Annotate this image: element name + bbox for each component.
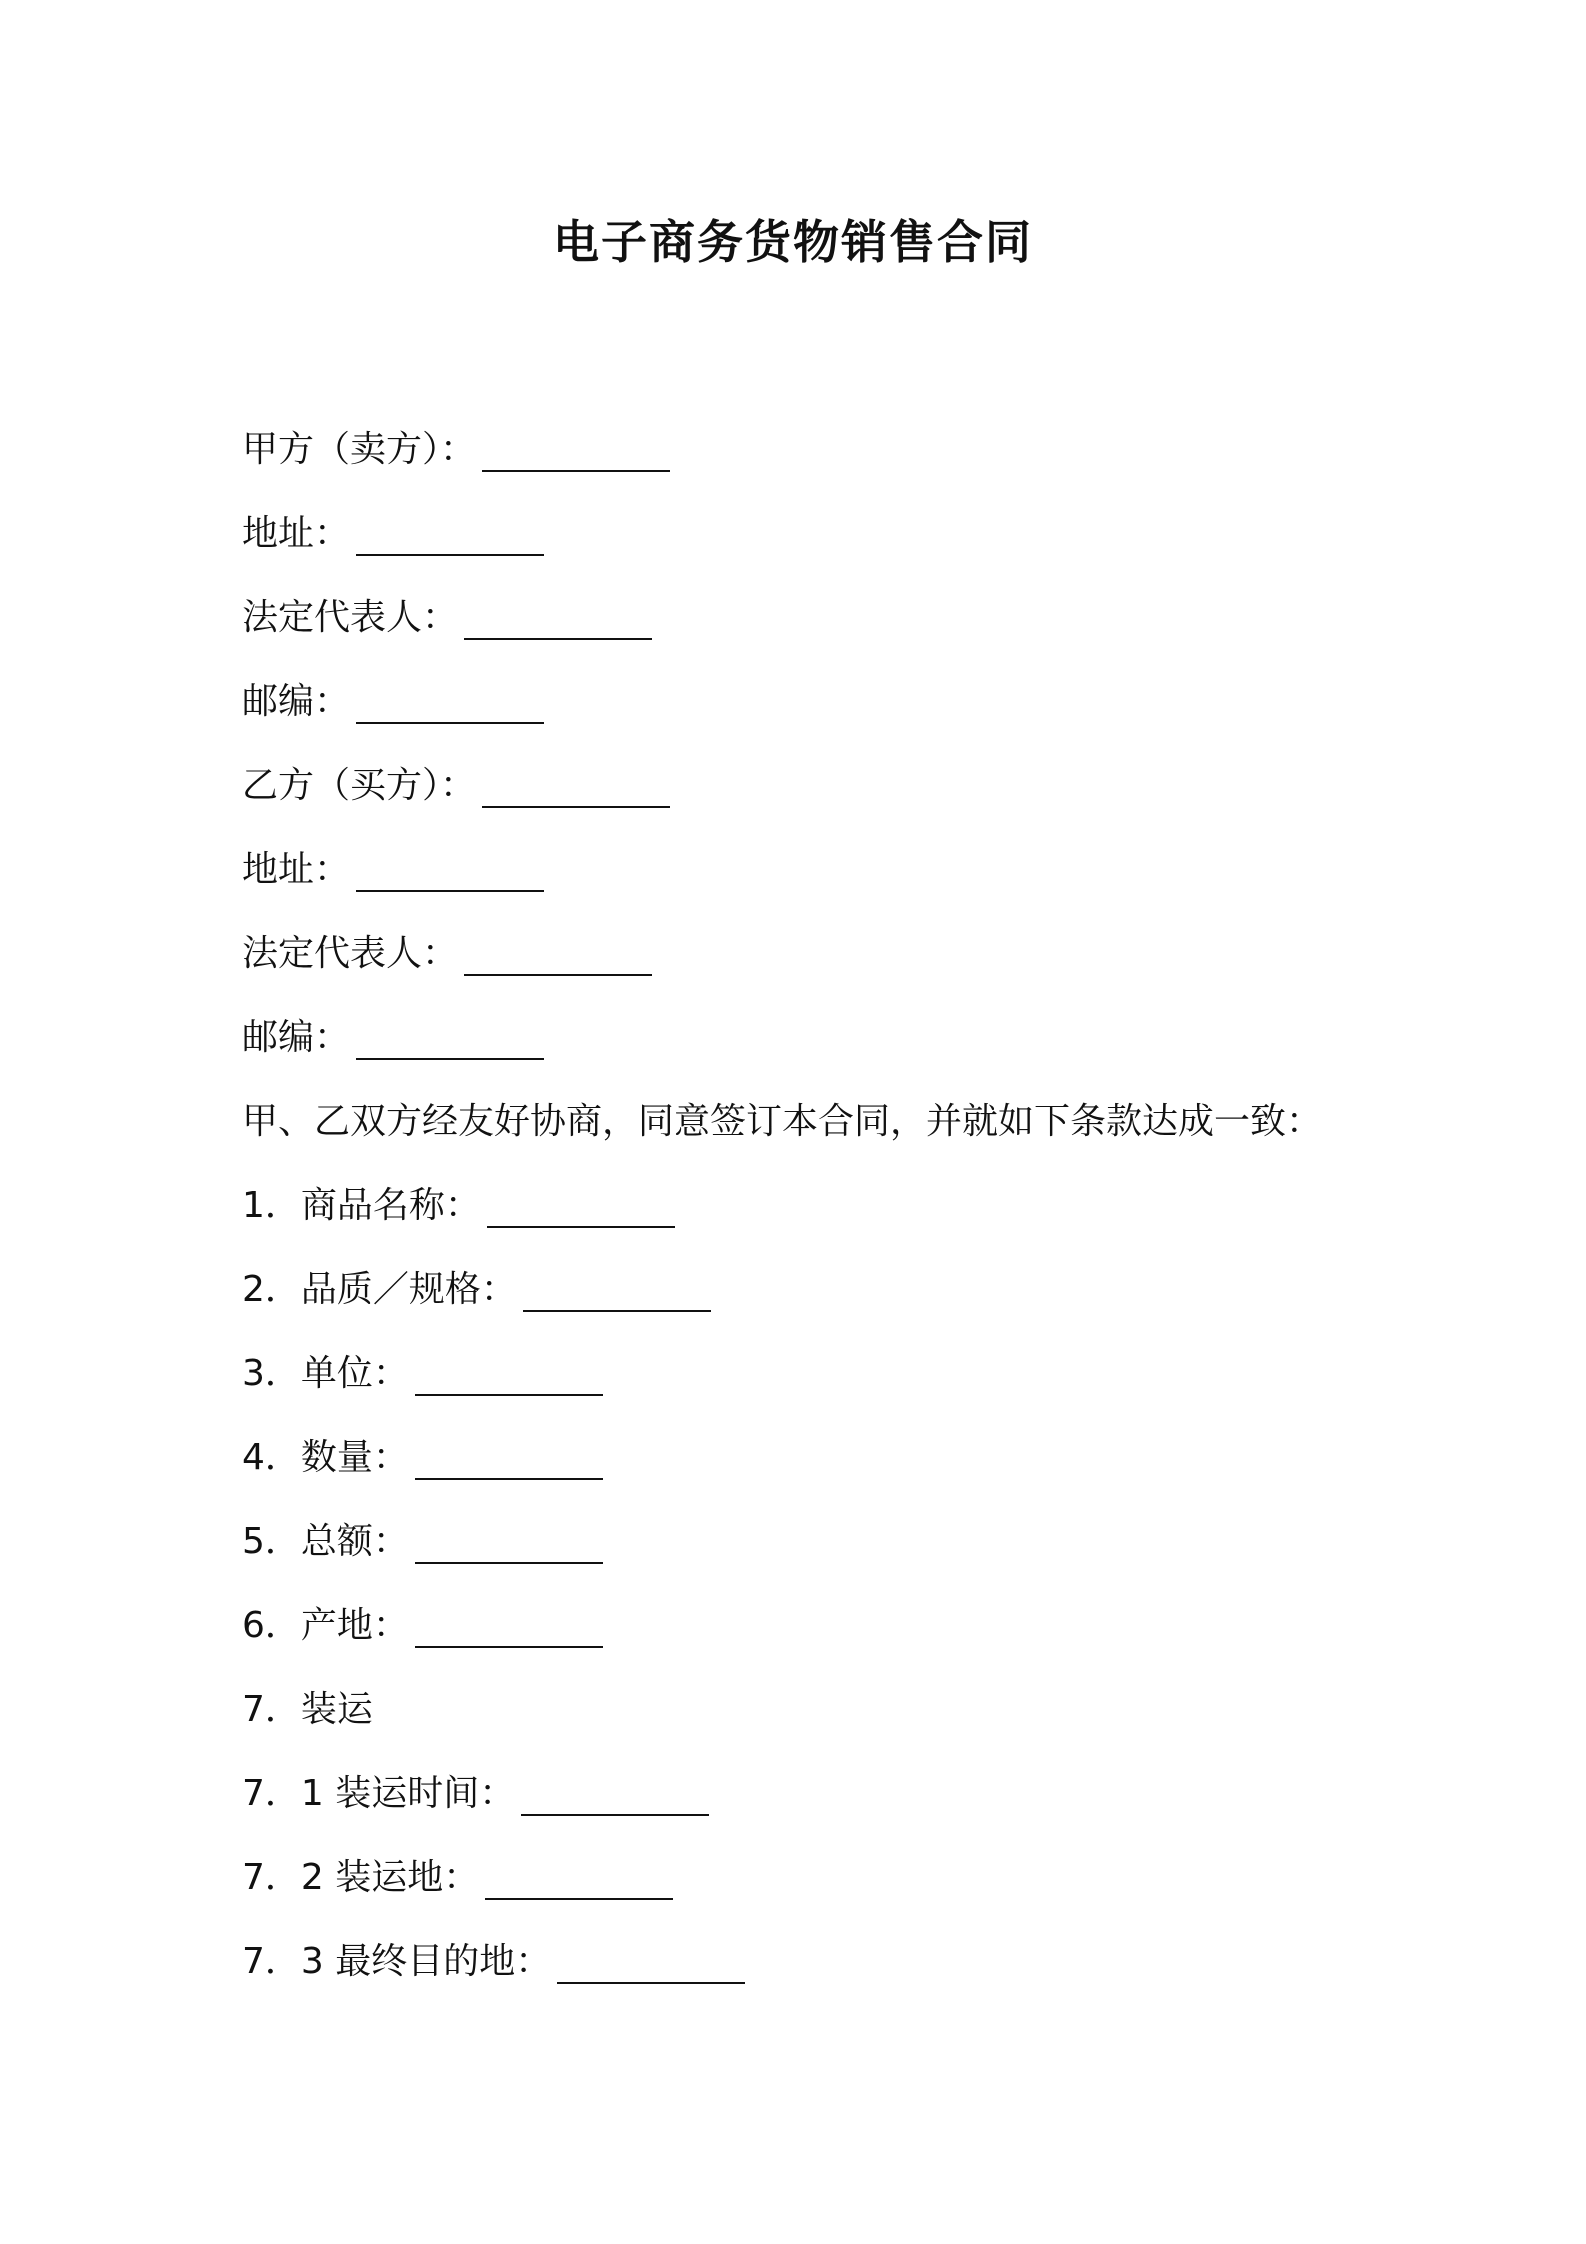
seller-address-blank	[356, 516, 544, 556]
document-title: 电子商务货物销售合同	[553, 215, 1033, 269]
clause-quality-spec	[242, 1248, 1422, 1332]
clause-product-name-label: 1．商品名称：	[242, 1185, 481, 1226]
buyer-label: 乙方（买方）：	[242, 765, 477, 806]
buyer-blank	[482, 768, 670, 808]
seller-blank	[482, 432, 670, 472]
seller-address-line	[242, 492, 1422, 576]
agreement-text: 甲、乙双方经友好协商，同意签订本合同，并就如下条款达成一致：	[242, 1101, 1323, 1142]
buyer-postcode-label: 邮编：	[242, 1017, 351, 1058]
seller-postcode-label: 邮编：	[242, 681, 351, 722]
clause-quality-spec-blank	[523, 1272, 711, 1312]
buyer-address-line	[242, 828, 1422, 912]
clause-quality-spec-label: 2．品质／规格：	[242, 1269, 517, 1310]
clause-quantity-label: 4．数量：	[242, 1437, 409, 1478]
clause-shipment-label: 7．装运	[242, 1689, 373, 1730]
seller-representative-line	[242, 576, 1422, 660]
buyer-postcode-blank	[356, 1020, 544, 1060]
clause-shipment-place-label: 7．2 装运地：	[242, 1857, 480, 1898]
buyer-representative-line	[242, 912, 1422, 996]
clause-shipment-place	[242, 1836, 1422, 1920]
agreement-statement	[242, 1080, 1422, 1164]
buyer-postcode-line	[242, 996, 1422, 1080]
seller-representative-blank	[464, 600, 652, 640]
clause-origin-label: 6．产地：	[242, 1605, 409, 1646]
buyer-address-blank	[356, 852, 544, 892]
buyer-address-label: 地址：	[242, 849, 351, 890]
clause-total-label: 5．总额：	[242, 1521, 409, 1562]
clause-total-blank	[415, 1524, 603, 1564]
clause-shipment-place-blank	[485, 1860, 673, 1900]
buyer-representative-label: 法定代表人：	[242, 933, 459, 974]
clause-shipment-time-label: 7．1 装运时间：	[242, 1773, 516, 1814]
buyer-line	[242, 744, 1422, 828]
buyer-representative-blank	[464, 936, 652, 976]
clause-final-destination	[242, 1920, 1422, 2004]
seller-postcode-line	[242, 660, 1422, 744]
clause-unit	[242, 1332, 1422, 1416]
seller-line	[242, 408, 1422, 492]
seller-address-label: 地址：	[242, 513, 351, 554]
clause-shipment-time	[242, 1752, 1422, 1836]
clause-unit-label: 3．单位：	[242, 1353, 409, 1394]
seller-label: 甲方（卖方）：	[242, 429, 477, 470]
clause-final-destination-blank	[557, 1944, 745, 1984]
clause-product-name-blank	[487, 1188, 675, 1228]
clause-unit-blank	[415, 1356, 603, 1396]
clause-product-name	[242, 1164, 1422, 1248]
clause-origin	[242, 1584, 1422, 1668]
clause-quantity	[242, 1416, 1422, 1500]
seller-representative-label: 法定代表人：	[242, 597, 459, 638]
clause-shipment-time-blank	[521, 1776, 709, 1816]
seller-postcode-blank	[356, 684, 544, 724]
contract-fields	[242, 408, 1422, 2004]
clause-shipment	[242, 1668, 1422, 1752]
clause-final-destination-label: 7．3 最终目的地：	[242, 1941, 552, 1982]
clause-total	[242, 1500, 1422, 1584]
clause-quantity-blank	[415, 1440, 603, 1480]
clause-origin-blank	[415, 1608, 603, 1648]
